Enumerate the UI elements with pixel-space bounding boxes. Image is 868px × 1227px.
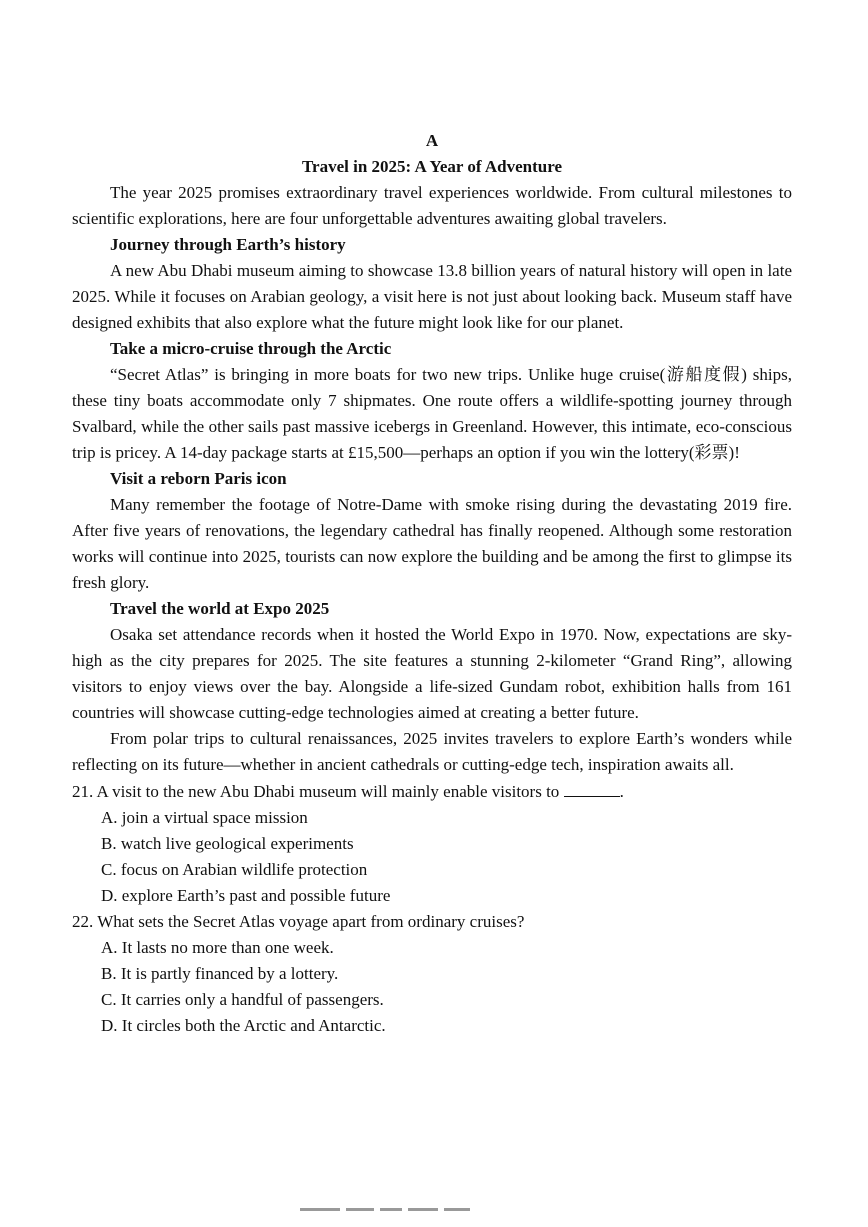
conclusion-paragraph: From polar trips to cultural renaissances, 2025 invites travelers to explore Earth’s wonders while reflecting on its future—whether in ancient cathedrals or cutting-edge tech, inspiration awaits all. [72,729,792,774]
section-heading: Take a micro-cruise through the Arctic [110,339,392,358]
section-body: Osaka set attendance records when it hosted the World Expo in 1970. Now, expectations are sky-high as the city prepares for 2025. The site features a stunning 2-kilometer “Grand Ring”, allowing visitors to enjoy views over the bay. Alongside a life-sized Gundam robot, exhibition halls from 161 countries will showcase cutting-edge technologies aimed at creating a better future. [72,625,792,722]
option-b: B. watch live geological experiments [101,834,354,853]
question-21 [72,778,792,805]
section-heading: Travel the world at Expo 2025 [110,599,330,618]
question-22 [72,909,792,935]
option-d: D. explore Earth’s past and possible future [101,886,391,905]
option-d: D. It circles both the Arctic and Antarctic. [101,1016,386,1035]
intro-paragraph: The year 2025 promises extraordinary travel experiences worldwide. From cultural milestones to scientific explorations, here are four unforgettable adventures awaiting global travelers. [72,183,792,228]
section-body: “Secret Atlas” is bringing in more boats for two new trips. Unlike huge cruise(游船度假) ships, these tiny boats accommodate only 7 shipmates. One route offers a wildlife-spotting journey through Svalbard, while the other sails past massive icebergs in Greenland. However, this intimate, eco-conscious trip is pricey. A 14-day package starts at £15,500—perhaps an option if you win the lottery(彩票)! [72,365,792,462]
option-c: C. focus on Arabian wildlife protection [101,860,368,879]
passage-title: Travel in 2025: A Year of Adventure [301,157,563,176]
option-b: B. It is partly financed by a lottery. [101,964,339,983]
page-footer-faint [300,1198,570,1208]
section-body: Many remember the footage of Notre-Dame with smoke rising during the devastating 2019 fire. After five years of renovations, the legendary cathedral has finally reopened. Although some restoration works will continue into 2025, tourists can now explore the building and be among the first to glimpse its fresh glory. [72,495,792,592]
section-heading: Journey through Earth’s history [110,235,346,254]
answer-blank [564,778,620,797]
option-a: A. It lasts no more than one week. [101,938,334,957]
section-heading: Visit a reborn Paris icon [110,469,287,488]
question-end: . [619,782,624,801]
section-body: A new Abu Dhabi museum aiming to showcase 13.8 billion years of natural history will open in late 2025. While it focuses on Arabian geology, a visit here is not just about looking back. Museum staff have designed exhibits that also explore what the future might look like for our planet. [72,261,792,332]
section-letter: A [425,131,439,150]
option-a: A. join a virtual space mission [101,808,308,827]
option-c: C. It carries only a handful of passengers. [101,990,384,1009]
reading-passage [72,128,792,1039]
question-stem: 22. What sets the Secret Atlas voyage apart from ordinary cruises? [72,912,525,931]
question-stem: 21. A visit to the new Abu Dhabi museum will mainly enable visitors to [72,782,560,801]
